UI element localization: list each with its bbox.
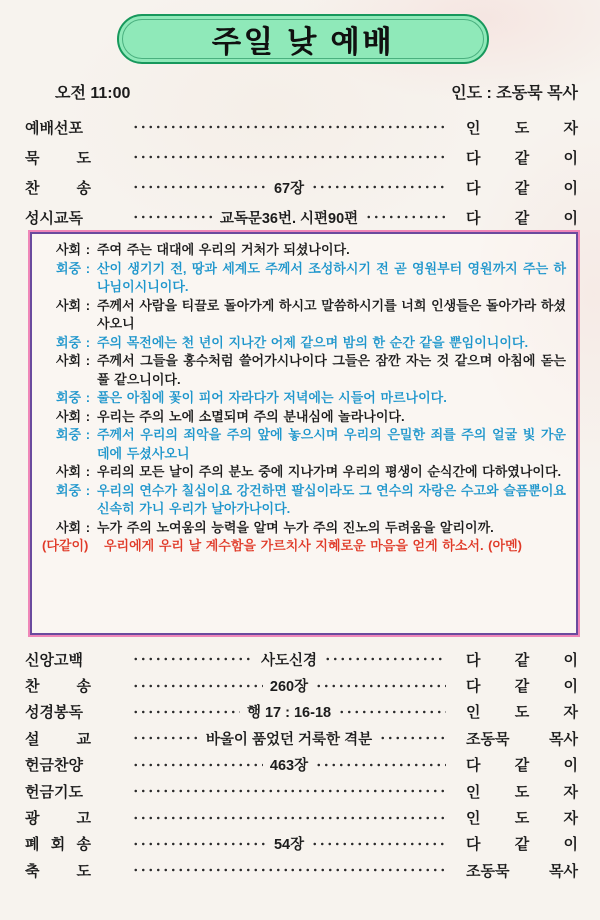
service-time: 오전 11:00 [55,85,131,102]
order-item-performer: 인 도 자 [466,783,578,801]
order-item-performer: 다 같 이 [466,179,578,197]
order-item-detail: 행 17 : 16-18 [246,705,332,722]
order-row [0,725,600,751]
order-item-detail: 바울이 품었던 거룩한 격분 [205,731,373,748]
order-item-performer: 다 같 이 [466,836,578,854]
order-item-performer: 다 같 이 [466,678,578,696]
reading-speaker: 회중 : [56,390,91,405]
reading-line [42,334,566,353]
order-item-detail: 교독문36번. 시편90편 [219,210,359,227]
reading-text: 우리의 연수가 칠십이요 강건하면 팔십이라도 그 연수의 자랑은 수고와 슬픔뿐이요 신속히 가니 우리가 날아가나이다. [97,482,566,516]
order-item-label: 설 교 [25,730,91,748]
order-item-performer: 인 도 자 [466,119,578,137]
reading-text: 우리는 주의 노에 소멸되며 주의 분내심에 놀라나이다. [97,408,405,424]
reading-speaker: 사회 : [56,408,91,424]
order-item-performer: 조동묵 목사 [466,730,578,748]
service-leader: 인도 : 조동묵 목사 [451,85,578,102]
order-row [0,142,600,172]
reading-speaker: 사회 : [56,519,91,535]
order-item-label: 헌금기도 [25,783,83,801]
reading-line [42,408,566,427]
order-item-performer: 다 같 이 [466,757,578,775]
dotted-leader [132,813,289,823]
dotted-leader [132,212,213,222]
dotted-leader [289,865,446,875]
reading-speaker: (다같이) [42,538,89,553]
reading-text: 우리의 모든 날이 주의 분노 중에 지나가며 우리의 평생이 순식간에 다하였나이다. [97,464,562,479]
order-row [0,804,600,830]
dotted-leader [132,839,267,849]
reading-line [42,463,566,482]
order-of-worship-bottom [0,646,600,884]
reading-text: 주여 주는 대대에 우리의 거처가 되셨나이다. [97,242,350,257]
dotted-leader [338,707,446,717]
reading-speaker: 회중 : [56,427,91,442]
order-item-detail: 67장 [273,180,305,197]
order-item-label: 폐 회 송 [25,836,91,854]
reading-line [42,260,566,297]
dotted-leader [132,654,254,664]
order-item-performer: 다 같 이 [466,651,578,669]
reading-line [42,482,566,519]
order-row [0,752,600,778]
order-item-label: 신앙고백 [25,651,83,669]
order-item-label: 광 고 [25,810,91,828]
reading-speaker: 회중 : [56,334,91,350]
reading-text: 우리에게 우리 날 계수함을 가르치사 지혜로운 마음을 얻게 하소서. (아멘) [104,538,522,553]
order-item-performer: 인 도 자 [466,810,578,828]
order-item-label: 찬 송 [25,179,91,197]
reading-line [42,241,566,260]
reading-speaker: 회중 : [56,482,91,498]
reading-text: 누가 주의 노여움의 능력을 알며 누가 주의 진노의 두려움을 알리이까. [97,519,494,535]
dotted-leader [132,182,267,192]
dotted-leader [379,733,446,743]
order-item-detail: 260장 [269,679,309,696]
order-row [0,831,600,857]
reading-text: 주께서 사람을 티끌로 돌아가게 하시고 말씀하시기를 너희 인생들은 돌아가라 하셨사오니 [97,297,566,331]
dotted-leader [289,813,446,823]
order-item-label: 성시교독 [25,209,83,227]
dotted-leader [324,654,446,664]
reading-line [42,519,566,538]
order-item-detail: 463장 [269,758,309,775]
dotted-leader [311,182,446,192]
dotted-leader [132,733,199,743]
order-item-label: 찬 송 [25,678,91,696]
dotted-leader [132,122,289,132]
reading-line [42,389,566,408]
reading-text: 주께서 우리의 죄악을 주의 앞에 놓으시며 우리의 은밀한 죄를 주의 얼굴 빛 가운데에 두셨사오니 [97,427,566,461]
dotted-leader [132,707,240,717]
reading-line [42,352,566,389]
order-item-performer: 다 같 이 [466,149,578,167]
reading-text: 산이 생기기 전, 땅과 세계도 주께서 조성하시기 전 곧 영원부터 영원까지 주는 하나님이시니이다. [97,260,566,294]
order-row [0,699,600,725]
reading-text: 주께서 그들을 홍수처럼 쓸어가시나이다 그들은 잠깐 자는 것 같으며 아침에 돋는 풀 같으니이다. [97,353,566,387]
reading-line-all [42,537,566,556]
service-title-banner [117,14,489,64]
order-item-label: 축 도 [25,862,91,880]
reading-speaker: 사회 : [56,242,91,257]
order-row [0,672,600,698]
responsive-reading-box [30,232,578,635]
reading-text: 풀은 아침에 꽃이 피어 자라다가 저녁에는 시들어 마르나이다. [97,390,447,405]
dotted-leader [365,212,446,222]
reading-speaker: 사회 : [56,297,91,313]
order-item-label: 성경봉독 [25,704,83,722]
dotted-leader [132,152,289,162]
reading-speaker: 사회 : [56,464,91,479]
dotted-leader [315,760,446,770]
reading-speaker: 사회 : [56,353,91,368]
dotted-leader [315,681,446,691]
dotted-leader [132,786,289,796]
order-item-performer: 인 도 자 [466,704,578,722]
reading-text: 주의 목전에는 천 년이 지나간 어제 같으며 밤의 한 순간 같을 뿐임이니이다. [97,334,529,350]
reading-speaker: 회중 : [56,260,91,276]
order-item-detail: 사도신경 [260,652,318,669]
dotted-leader [132,681,263,691]
reading-line [42,297,566,334]
dotted-leader [289,122,446,132]
dotted-leader [132,760,263,770]
order-item-detail: 54장 [273,837,305,854]
dotted-leader [289,152,446,162]
service-meta [0,80,600,103]
order-item-label: 예배선포 [25,119,83,137]
dotted-leader [289,786,446,796]
order-item-label: 헌금찬양 [25,757,83,775]
order-row [0,172,600,202]
order-of-worship-top [0,112,600,232]
order-row [0,112,600,142]
dotted-leader [132,865,289,875]
order-row [0,857,600,883]
order-item-performer: 다 같 이 [466,209,578,227]
dotted-leader [311,839,446,849]
order-row [0,778,600,804]
order-item-label: 묵 도 [25,149,91,167]
order-row [0,646,600,672]
page-title: 주일 낮 예배 [211,26,395,59]
reading-line [42,426,566,463]
order-row [0,202,600,232]
order-item-performer: 조동묵 목사 [466,862,578,880]
